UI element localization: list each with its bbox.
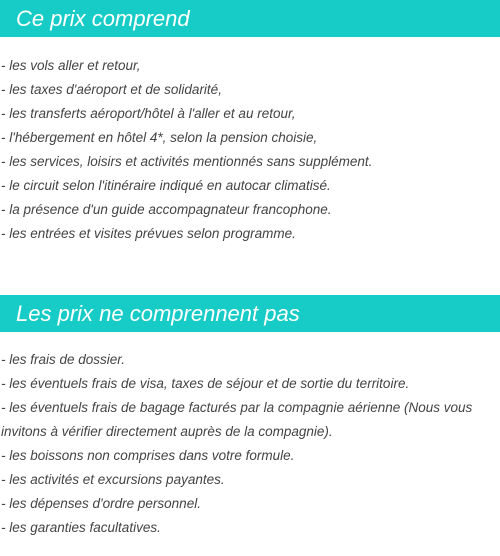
included-item: - la présence d'un guide accompagnateur francophone. [1,202,332,217]
included-item: - les entrées et visites prévues selon programme. [1,226,296,241]
excluded-item: - les éventuels frais de visa, taxes de séjour et de sortie du territoire. [1,376,410,391]
included-section-title: Ce prix comprend [0,0,500,37]
included-item: - les transferts aéroport/hôtel à l'aller et au retour, [1,106,296,121]
excluded-item: - les éventuels frais de bagage facturés par la compagnie aérienne (Nous vous invitons à vérifier directement auprès de la compagnie). [1,400,473,439]
excluded-item: - les garanties facultatives. [1,520,161,535]
excluded-item: - les dépenses d'ordre personnel. [1,496,201,511]
excluded-items-list [1,348,497,540]
included-item: - les vols aller et retour, [1,58,141,73]
excluded-item: - les activités et excursions payantes. [1,472,225,487]
included-item: - les services, loisirs et activités mentionnés sans supplément. [1,154,373,169]
included-item: - les taxes d'aéroport et de solidarité, [1,82,222,97]
included-item: - le circuit selon l'itinéraire indiqué en autocar climatisé. [1,178,331,193]
excluded-section-title: Les prix ne comprennent pas [0,295,500,332]
included-items-list [1,54,497,246]
included-item: - l'hébergement en hôtel 4*, selon la pension choisie, [1,130,318,145]
excluded-item: - les boissons non comprises dans votre formule. [1,448,295,463]
excluded-item: - les frais de dossier. [1,352,126,367]
